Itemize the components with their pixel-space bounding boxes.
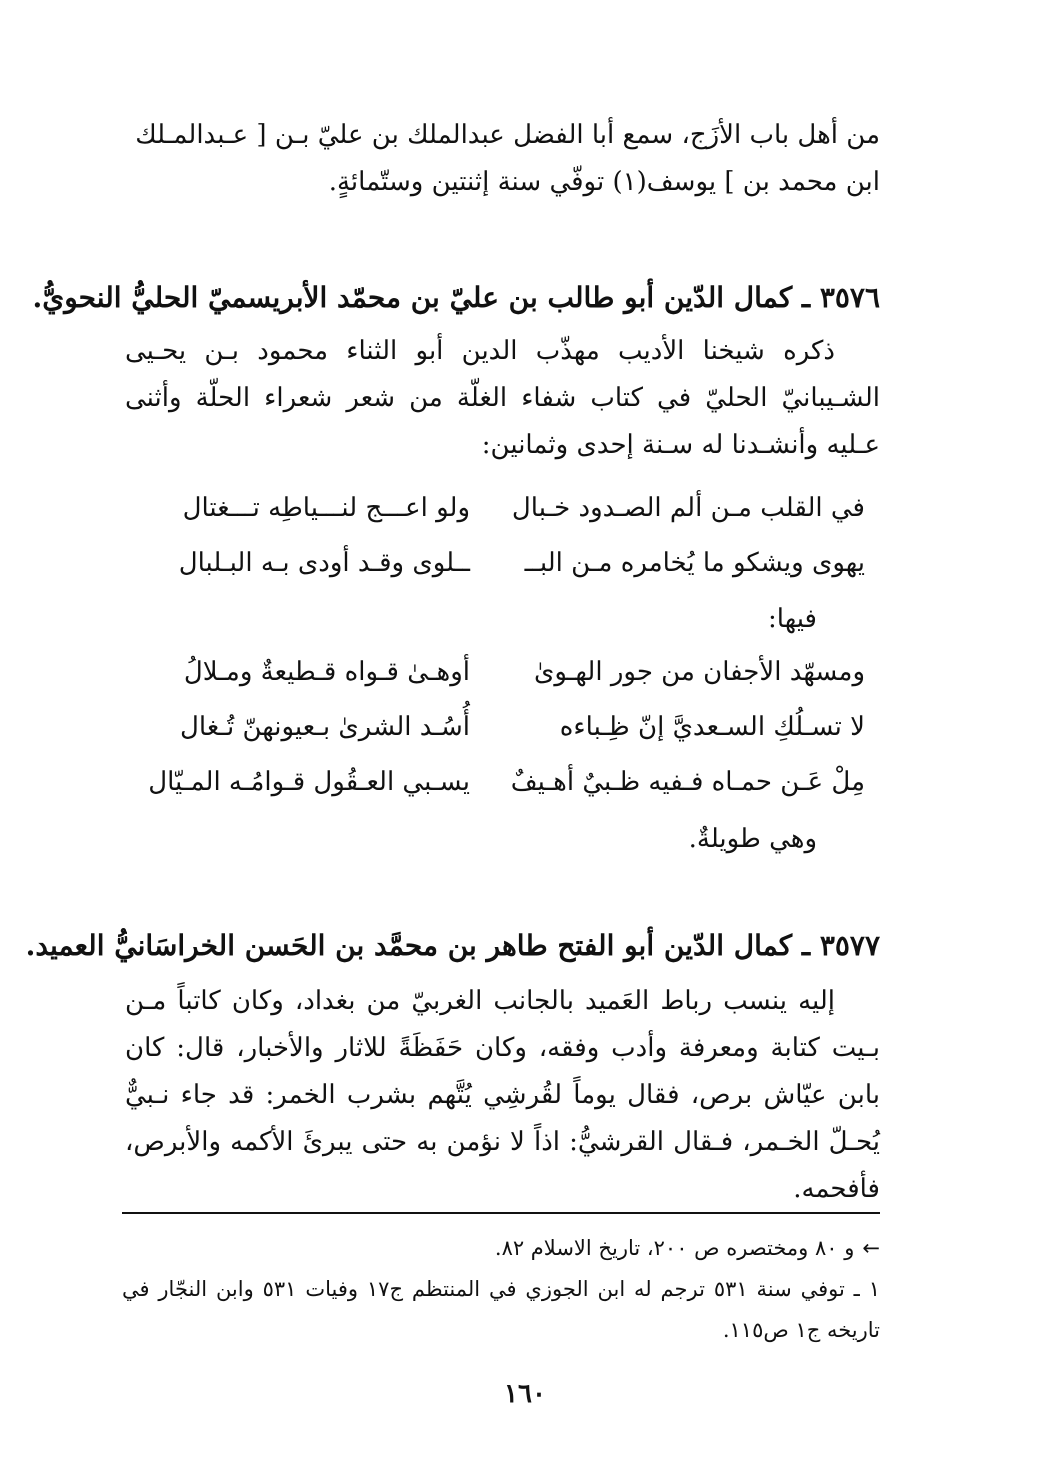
left-arrow-icon: ← [862,1236,880,1260]
entry-3577-heading [25,924,880,968]
footnotes [122,1228,880,1351]
poem2-verse-1-first-hemistich: ومسهّد الأجفان من جور الهـوىٰ [534,657,865,687]
poem2-verse-3-first-hemistich: مِلْ عَـن حمـاه فـفيه ظـبيٌ أهـيفٌ [510,767,865,797]
footnote-continuation-text: و ٨٠ ومختصره ص ٢٠٠، تاريخ الاسلام ٨٢. [494,1236,855,1260]
poem-closing-note: وهي طويلةٌ. [688,824,817,854]
footnote-continuation [122,1228,880,1269]
fiha-label: فيها: [768,604,817,634]
poem2-verse [140,705,865,749]
poem1-verse-2-second-hemistich: ــلوى وقـد أودى بـه البـلبال [178,548,470,578]
poem2-verse [140,650,865,694]
poem2-verse-1-second-hemistich: أوهـىٰ قـواه قـطيعةٌ ومـلالُ [183,657,470,687]
poem1-verse [140,541,865,585]
entry-3577-title: ـ كمال الدّين أبو الفتح طاهر بن محمَّد بن الحَسن الخراسَانيُّ العميد. [25,929,811,962]
page-number: ١٦٠ [504,1379,546,1409]
poem2-verse [140,760,865,804]
poem2-verse-2-second-hemistich: أُسُـد الشرىٰ بـعيونهنّ تُـغال [180,712,470,742]
poem2-verse-2-first-hemistich: لا تسـلُكِ السـعديَّ إنّ ظِـباءه [559,712,865,742]
footnote-divider [122,1212,880,1214]
poem2-verse-3-second-hemistich: يسـبي العـقُول قـوامُـه المـيّال [148,767,470,797]
poem1-verse-2-first-hemistich: يهوى ويشكو ما يُخامره مـن البــ [524,548,865,578]
entry-3576-number: ٣٥٧٦ [819,281,880,314]
entry-3577-body: إليه ينسب رباط العَميد بالجانب الغربيّ من بغداد، وكان كاتباً مـن بـيت كتابة ومعرفة وأدب وفقه، وكان حَفَظَةً للاثار والأخبار، قال: كان بابن عيّاش برص، فقال يوماً لقُرشِي يُتَّهم بشرب الخمر: قد جاء نـبيٌّ يُحـلّ الخـمر، فـقال القرشيُّ: اذاً لا نؤمن به حتى يبرئَ الأكمه والأبرص، فأفحمه. [125,986,880,1204]
footnote-1: ١ ـ توفي سنة ٥٣١ ترجم له ابن الجوزي في المنتظم ج١٧ وفيات ٥٣١ وابن النجّار في تاريخه ج١ ص١١٥. [122,1277,880,1342]
entry-3576-body: ذكره شيخنا الأديب مهذّب الدين أبو الثناء محمود بـن يحـيى الشـيبانيّ الحليّ في كتاب شفاء الغلّة من شعر شعراء الحلّة وأثنى عـليه وأنشـدنا له سـنة إحدى وثمانين: [125,336,880,460]
entry-3577-number: ٣٥٧٧ [819,929,880,962]
entry-3576-heading [32,276,880,320]
poem1-verse-1-first-hemistich: في القلب مـن ألم الصـدود خـبال [511,493,865,523]
poem1-verse-1-second-hemistich: ولو اعـــج لنـــياطِه تـــغتال [182,493,470,523]
poem1-verse [140,486,865,530]
intro-line-2: ابن محمد بن ] يوسف(١) توفّي سنة إثنتين وستّمائةٍ. [328,167,880,197]
intro-paragraph [125,112,880,206]
intro-line-1: من أهل باب الأزَج، سمع أبا الفضل عبدالملك بن عليّ بـن [ عـبدالمـلك [135,120,880,150]
entry-3576-title: ـ كمال الدّين أبو طالب بن عليّ بن محمّد الأبريسميّ الحليُّ النحويُّ. [32,281,811,314]
